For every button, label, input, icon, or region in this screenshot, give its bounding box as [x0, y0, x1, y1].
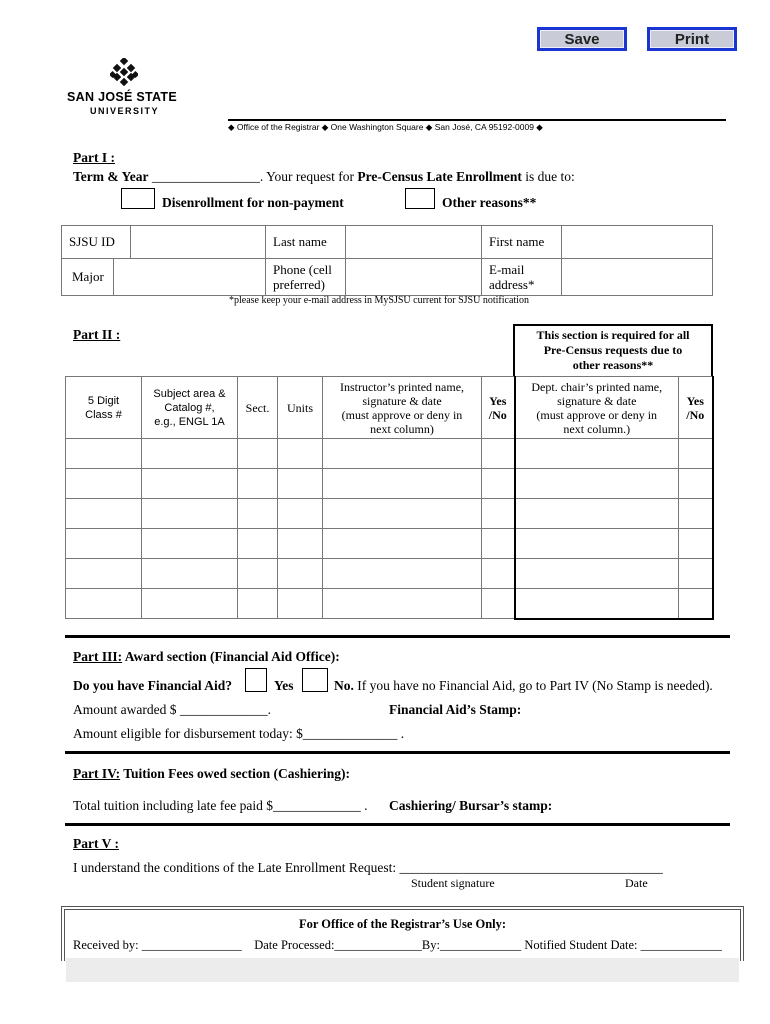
last-name-input[interactable] [346, 226, 482, 259]
col-yesno-header: Yes /No [482, 377, 515, 439]
date-processed-field[interactable]: Date Processed:______________ [254, 938, 422, 952]
amount-eligible-line [73, 726, 404, 742]
other-reasons-label: Other reasons** [442, 195, 537, 210]
financial-aid-question: Do you have Financial Aid? [73, 678, 233, 693]
amount-eligible-label: Amount eligible for disbursement today: $ [73, 726, 303, 741]
instructor-cell[interactable] [323, 499, 482, 529]
course-row [66, 499, 713, 529]
required-note-line2: Pre-Census requests due to [543, 343, 683, 357]
by-field[interactable]: By:_____________ [421, 938, 522, 952]
request-bold: Pre-Census Late Enrollment [357, 169, 522, 184]
course-row [66, 559, 713, 589]
col-instructor-header: Instructor’s printed name, signature & date (must approve or deny in next column) [323, 377, 482, 439]
course-row [66, 589, 713, 619]
units-cell[interactable] [278, 559, 323, 589]
university-name: SAN JOSÉ STATE [67, 90, 178, 104]
class-cell[interactable] [66, 559, 142, 589]
instructor-cell[interactable] [323, 589, 482, 619]
yesno2-cell[interactable] [679, 529, 713, 559]
col-class-header: 5 Digit Class # [66, 377, 142, 439]
class-cell[interactable] [66, 439, 142, 469]
email-label-line2: address* [489, 277, 535, 292]
disenrollment-label: Disenrollment for non-payment [162, 195, 344, 210]
instructor-cell[interactable] [323, 559, 482, 589]
course-row [66, 469, 713, 499]
financial-aid-no-line [334, 678, 713, 694]
chair-cell[interactable] [515, 439, 679, 469]
units-cell[interactable] [278, 529, 323, 559]
required-note-line1: This section is required for all [536, 328, 690, 342]
disenrollment-checkbox[interactable] [121, 188, 155, 209]
yesno2-cell[interactable] [679, 559, 713, 589]
phone-label [266, 259, 346, 296]
instructor-cell[interactable] [323, 529, 482, 559]
yesno2-cell[interactable] [679, 469, 713, 499]
course-row [66, 439, 713, 469]
subject-cell[interactable] [142, 529, 238, 559]
office-use-shade [66, 958, 739, 982]
financial-aid-yes-label: Yes [274, 678, 294, 693]
section-divider-3 [65, 635, 730, 638]
understand-line [73, 860, 663, 876]
sjsu-id-input[interactable] [131, 226, 266, 259]
first-name-input[interactable] [562, 226, 713, 259]
subject-cell[interactable] [142, 589, 238, 619]
major-cell [62, 259, 266, 296]
university-sub: UNIVERSITY [90, 106, 160, 116]
class-cell[interactable] [66, 589, 142, 619]
units-cell[interactable] [278, 589, 323, 619]
email-note: *please keep your e-mail address in MySJSU current for SJSU notification [229, 295, 529, 306]
part3-heading-rest: Award section (Financial Aid Office): [122, 649, 340, 664]
amount-awarded[interactable]: Amount awarded $ _____________. [73, 702, 271, 717]
header-divider [228, 119, 726, 121]
cashiering-stamp-label: Cashiering/ Bursar’s stamp: [389, 798, 553, 813]
request-pre: . Your request for [259, 169, 358, 184]
chair-cell[interactable] [515, 589, 679, 619]
section-divider-4 [65, 751, 730, 754]
part2-heading: Part II : [73, 327, 121, 342]
sjsu-id-label: SJSU ID [62, 226, 131, 259]
request-post: is due to: [521, 169, 575, 184]
major-input[interactable] [114, 259, 265, 295]
phone-input[interactable] [346, 259, 482, 296]
class-cell[interactable] [66, 469, 142, 499]
sect-cell[interactable] [238, 469, 278, 499]
sect-cell[interactable] [238, 439, 278, 469]
date-label: Date [625, 876, 648, 890]
subject-cell[interactable] [142, 499, 238, 529]
part3-heading [73, 649, 340, 665]
last-name-label: Last name [266, 226, 346, 259]
yesno-cell[interactable] [482, 499, 515, 529]
term-line [73, 169, 575, 185]
office-use-title: For Office of the Registrar’s Use Only: [298, 917, 507, 931]
term-blank[interactable]: ________________ [151, 169, 260, 184]
instructor-cell[interactable] [323, 439, 482, 469]
chair-cell[interactable] [515, 529, 679, 559]
subject-cell[interactable] [142, 559, 238, 589]
yesno-cell[interactable] [482, 589, 515, 619]
part4-heading-label: Part IV: [73, 766, 121, 781]
chair-cell[interactable] [515, 559, 679, 589]
save-button[interactable]: Save [537, 27, 627, 51]
yesno-cell[interactable] [482, 529, 515, 559]
major-label: Major [62, 259, 114, 295]
required-note-line3: other reasons** [572, 358, 654, 372]
courses-table [65, 376, 714, 620]
required-note [513, 324, 713, 377]
yesno-cell[interactable] [482, 559, 515, 589]
yesno2-cell[interactable] [679, 499, 713, 529]
units-cell[interactable] [278, 439, 323, 469]
yesno-cell[interactable] [482, 469, 515, 499]
class-cell[interactable] [66, 499, 142, 529]
received-by-field[interactable]: Received by: ________________ [73, 938, 242, 952]
col-sect-header: Sect. [238, 377, 278, 439]
subject-cell[interactable] [142, 439, 238, 469]
print-button[interactable]: Print [647, 27, 737, 51]
amount-eligible-end: . [397, 726, 405, 741]
units-cell[interactable] [278, 499, 323, 529]
financial-aid-yes-checkbox[interactable] [245, 668, 267, 692]
financial-aid-no-checkbox[interactable] [302, 668, 328, 692]
phone-label-line1: Phone (cell [273, 262, 332, 277]
col-units-header: Units [278, 377, 323, 439]
email-input[interactable] [562, 259, 713, 296]
sjsu-logo-icon [110, 58, 138, 86]
understand-text: I understand the conditions of the Late Enrollment Request: [73, 860, 400, 875]
col-chair-header: Dept. chair’s printed name, signature & date (must approve or deny in next column.) [515, 377, 679, 439]
yesno2-cell[interactable] [679, 589, 713, 619]
sect-cell[interactable] [238, 529, 278, 559]
yesno-cell[interactable] [482, 439, 515, 469]
financial-aid-no-note: If you have no Financial Aid, go to Part IV (No Stamp is needed). [353, 678, 713, 693]
col-yesno2-header: Yes /No [679, 377, 713, 439]
office-use-fields [73, 938, 740, 953]
chair-cell[interactable] [515, 499, 679, 529]
term-label: Term & Year [73, 169, 149, 184]
financial-aid-no-label: No. [334, 678, 354, 693]
address-line: ◆ Office of the Registrar ◆ One Washington Square ◆ San José, CA 95192-0009 ◆ [228, 122, 543, 132]
notified-date-field[interactable]: Notified Student Date: _____________ [524, 938, 722, 952]
part1-heading: Part I : [73, 150, 115, 165]
student-info-table [61, 225, 713, 296]
other-reasons-checkbox[interactable] [405, 188, 435, 209]
chair-cell[interactable] [515, 469, 679, 499]
phone-label-line2: preferred) [273, 277, 325, 292]
email-label-line1: E-mail [489, 262, 525, 277]
student-signature-input[interactable]: _______________________________________ [399, 860, 663, 875]
instructor-cell[interactable] [323, 469, 482, 499]
part4-heading [73, 766, 350, 782]
section-divider-5 [65, 823, 730, 826]
financial-aid-stamp-label: Financial Aid’s Stamp: [389, 702, 522, 717]
col-subject-header: Subject area & Catalog #, e.g., ENGL 1A [142, 377, 238, 439]
class-cell[interactable] [66, 529, 142, 559]
subject-cell[interactable] [142, 469, 238, 499]
amount-eligible-input[interactable]: ______________ [302, 726, 398, 741]
part3-heading-label: Part III: [73, 649, 123, 664]
first-name-label: First name [482, 226, 562, 259]
yesno2-cell[interactable] [679, 439, 713, 469]
sect-cell[interactable] [238, 499, 278, 529]
student-signature-label: Student signature [411, 876, 495, 890]
total-tuition[interactable]: Total tuition including late fee paid $_____________ . [73, 798, 368, 813]
part4-heading-rest: Tuition Fees owed section (Cashiering): [120, 766, 351, 781]
part5-heading: Part V : [73, 836, 119, 851]
email-label [482, 259, 562, 296]
office-use-box [61, 906, 744, 961]
sect-cell[interactable] [238, 559, 278, 589]
units-cell[interactable] [278, 469, 323, 499]
sect-cell[interactable] [238, 589, 278, 619]
course-row [66, 529, 713, 559]
